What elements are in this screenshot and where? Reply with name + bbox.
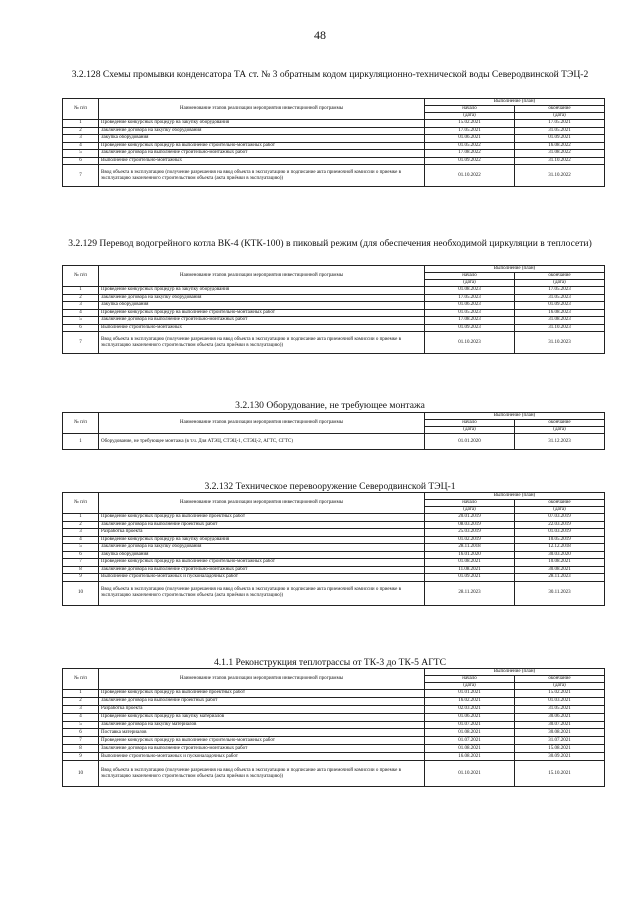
row-stage: Ввод объекта в эксплуатацию (получение разрешения на ввод объекта в эксплуатацию и подписание акта приемочной комиссии о приемке в эксплуатацию законченного строительством объекта (акта приёмки в эксплуатацию)) (99, 761, 425, 787)
row-number: 5 (63, 721, 99, 729)
header-num: № п/п (63, 266, 99, 287)
row-number: 1 (63, 690, 99, 698)
section-title: 3.2.130 Оборудование, не требующее монтажа (235, 400, 425, 411)
schedule-table (62, 492, 605, 606)
row-number: 5 (63, 544, 99, 552)
table-row (63, 761, 605, 787)
row-end-date: 15.02.2021 (515, 690, 605, 698)
section-title: 3.2.132 Техническое перевооружение Северодвинской ТЭЦ-1 (204, 481, 456, 492)
row-number: 7 (63, 737, 99, 745)
row-number: 8 (63, 566, 99, 574)
schedule-table (62, 265, 605, 354)
table-row (63, 135, 605, 143)
row-end-date: 31.08.2023 (515, 317, 605, 325)
row-stage: Проведение конкурсных процедур на выполнение строительно-монтажных работ (99, 737, 425, 745)
row-end-date: 15.10.2021 (515, 761, 605, 787)
row-start-date: 02.03.2021 (425, 705, 515, 713)
row-end-date: 01.09.2021 (515, 135, 605, 143)
row-stage: Закупка оборудования (99, 135, 425, 143)
row-start-date: 15.02.2021 (425, 120, 515, 128)
row-number: 5 (63, 150, 99, 158)
row-start-date: 01.07.2021 (425, 721, 515, 729)
header-date: (дата) (425, 280, 515, 287)
row-end-date: 31.10.2022 (515, 157, 605, 165)
row-stage: Заключение договора на выполнение строительно-монтажных работ (99, 566, 425, 574)
row-number: 4 (63, 536, 99, 544)
row-stage: Проведение конкурсных процедур на закупку оборудования (99, 536, 425, 544)
schedule-table (62, 98, 605, 187)
row-start-date: 01.05.2022 (425, 142, 515, 150)
row-stage: Заключение договора на закупку материалов (99, 721, 425, 729)
row-number: 3 (63, 135, 99, 143)
row-number: 7 (63, 559, 99, 567)
row-stage: Заключение договора на выполнение строительно-монтажных работ (99, 317, 425, 325)
table-row (63, 690, 605, 698)
row-number: 7 (63, 165, 99, 187)
row-number: 2 (63, 697, 99, 705)
row-start-date: 25.03.2019 (425, 529, 515, 537)
section-title: 4.1.1 Реконструкция теплотрассы от ТК-3 до ТК-5 АГТС (213, 657, 447, 668)
row-stage: Проведение конкурсных процедур на выполнение проектных работ (99, 690, 425, 698)
row-end-date: 31.05.2023 (515, 294, 605, 302)
row-start-date: 01.09.2022 (425, 157, 515, 165)
row-end-date: 07.03.2019 (515, 514, 605, 522)
row-start-date: 01.10.2023 (425, 332, 515, 354)
section-title: 3.2.129 Перевод водогрейного котла ВК-4 (КТК-100) в пиковый режим (для обеспечения необходимой циркуляции в теплосети) (68, 238, 592, 249)
row-number: 4 (63, 713, 99, 721)
row-end-date: 30.08.2021 (515, 729, 605, 737)
row-start-date: 01.08.2021 (425, 745, 515, 753)
row-start-date: 17.05.2021 (425, 127, 515, 135)
row-number: 4 (63, 142, 99, 150)
row-stage: Ввод объекта в эксплуатацию (получение разрешения на ввод объекта в эксплуатацию и подписание акта приемочной комиссии о приемке в эксплуатацию законченного строительством объекта (акта приёмки в эксплуатацию)) (99, 332, 425, 354)
header-date: (дата) (425, 113, 515, 120)
header-stage: Наименование этапов реализации мероприятия инвестиционной программы (99, 669, 425, 690)
row-end-date: 15.08.2021 (515, 745, 605, 753)
table-row (63, 142, 605, 150)
row-number: 7 (63, 332, 99, 354)
header-stage: Наименование этапов реализации мероприятия инвестиционной программы (99, 99, 425, 120)
table-row (63, 332, 605, 354)
row-end-date: 30.11.2023 (515, 581, 605, 605)
table-row (63, 551, 605, 559)
row-number: 2 (63, 521, 99, 529)
row-stage: Ввод объекта в эксплуатацию (получение разрешения на ввод объекта в эксплуатацию и подписание акта приемочной комиссии о приемке в эксплуатацию законченного строительством объекта (акта приёмки в эксплуатацию)) (99, 581, 425, 605)
row-stage: Проведение конкурсных процедур на закупку оборудования (99, 287, 425, 295)
header-exec: Выполнение (план) (425, 413, 605, 420)
row-number: 3 (63, 529, 99, 537)
row-number: 6 (63, 157, 99, 165)
row-end-date: 30.07.2021 (515, 721, 605, 729)
row-start-date: 01.01.2021 (425, 690, 515, 698)
table-row (63, 697, 605, 705)
row-end-date: 31.07.2021 (515, 737, 605, 745)
header-date: (дата) (515, 280, 605, 287)
row-number: 1 (63, 514, 99, 522)
row-end-date: 17.05.2021 (515, 120, 605, 128)
row-stage: Заключение договора на выполнение проектных работ (99, 697, 425, 705)
table-row (63, 434, 605, 450)
table-row (63, 529, 605, 537)
table-row (63, 559, 605, 567)
header-end: окончание (515, 676, 605, 683)
table-row (63, 705, 605, 713)
row-number: 1 (63, 287, 99, 295)
row-end-date: 17.05.2023 (515, 287, 605, 295)
row-end-date: 31.10.2022 (515, 165, 605, 187)
header-date: (дата) (515, 427, 605, 434)
table-row (63, 566, 605, 574)
row-start-date: 01.06.2021 (425, 713, 515, 721)
row-end-date: 30.06.2021 (515, 713, 605, 721)
row-start-date: 11.08.2021 (425, 566, 515, 574)
row-end-date: 10.08.2021 (515, 559, 605, 567)
row-number: 6 (63, 729, 99, 737)
row-stage: Поставка материалов (99, 729, 425, 737)
row-start-date: 01.02.2019 (425, 536, 515, 544)
row-stage: Выполнение строительно-монтажных (99, 157, 425, 165)
table-row (63, 287, 605, 295)
row-stage: Проведение конкурсных процедур на выполнение строительно-монтажных работ (99, 559, 425, 567)
table-row (63, 127, 605, 135)
row-start-date: 17.08.2023 (425, 317, 515, 325)
table-row (63, 150, 605, 158)
section-title: 3.2.128 Схемы промывки конденсатора ТА ст. № 3 обратным кодом циркуляционно-технической воды Северодвинской ТЭЦ-2 (71, 69, 589, 80)
row-stage: Выполнение строительно-монтажных и пусконаладочных работ (99, 753, 425, 761)
row-number: 4 (63, 309, 99, 317)
row-end-date: 01.03.2019 (515, 529, 605, 537)
table-row (63, 544, 605, 552)
table-row (63, 729, 605, 737)
row-end-date: 31.10.2023 (515, 332, 605, 354)
table-row (63, 521, 605, 529)
table-row (63, 737, 605, 745)
row-start-date: 01.08.2021 (425, 729, 515, 737)
row-number: 3 (63, 705, 99, 713)
row-stage: Проведение конкурсных процедур на выполнение проектных работ (99, 514, 425, 522)
row-stage: Проведение конкурсных процедур на выполнение строительно-монтажных работ (99, 309, 425, 317)
row-number: 10 (63, 761, 99, 787)
header-end: окончание (515, 500, 605, 507)
header-start: начало (425, 676, 515, 683)
row-stage: Заключение договора на закупку оборудования (99, 544, 425, 552)
table-row (63, 536, 605, 544)
row-end-date: 31.05.2021 (515, 127, 605, 135)
row-end-date: 10.05.2019 (515, 536, 605, 544)
row-end-date: 31.10.2023 (515, 324, 605, 332)
row-end-date: 22.03.2019 (515, 521, 605, 529)
header-exec: Выполнение (план) (425, 493, 605, 500)
header-date: (дата) (515, 113, 605, 120)
table-row (63, 713, 605, 721)
row-stage: Проведение конкурсных процедур на закупку материалов (99, 713, 425, 721)
row-start-date: 20.01.2019 (425, 514, 515, 522)
table-row (63, 753, 605, 761)
row-start-date: 17.05.2023 (425, 294, 515, 302)
schedule-table (62, 412, 605, 450)
header-date: (дата) (515, 507, 605, 514)
row-start-date: 16.02.2021 (425, 697, 515, 705)
header-stage: Наименование этапов реализации мероприятия инвестиционной программы (99, 493, 425, 514)
row-number: 8 (63, 745, 99, 753)
table-row (63, 581, 605, 605)
row-stage: Ввод объекта в эксплуатацию (получение разрешения на ввод объекта в эксплуатацию и подписание акта приемочной комиссии о приемке в эксплуатацию законченного строительством объекта (акта приёмки в эксплуатацию)) (99, 165, 425, 187)
row-start-date: 01.08.2021 (425, 559, 515, 567)
header-exec: Выполнение (план) (425, 266, 605, 273)
row-number: 3 (63, 302, 99, 310)
row-stage: Выполнение строительно-монтажных (99, 324, 425, 332)
row-number: 6 (63, 551, 99, 559)
row-end-date: 12.12.2018 (515, 544, 605, 552)
header-num: № п/п (63, 99, 99, 120)
header-date: (дата) (515, 683, 605, 690)
row-end-date: 16.08.2022 (515, 142, 605, 150)
row-start-date: 16.01.2020 (425, 551, 515, 559)
row-start-date: 01.09.2021 (425, 574, 515, 582)
row-start-date: 01.05.2023 (425, 309, 515, 317)
header-stage: Наименование этапов реализации мероприятия инвестиционной программы (99, 413, 425, 434)
row-start-date: 17.08.2022 (425, 150, 515, 158)
row-end-date: 30.03.2020 (515, 551, 605, 559)
row-number: 1 (63, 120, 99, 128)
row-stage: Заключение договора на закупку оборудования (99, 127, 425, 135)
row-start-date: 01.10.2021 (425, 761, 515, 787)
table-row (63, 317, 605, 325)
row-number: 2 (63, 294, 99, 302)
row-stage: Заключение договора на закупку оборудования (99, 294, 425, 302)
header-date: (дата) (425, 507, 515, 514)
header-start: начало (425, 500, 515, 507)
header-exec: Выполнение (план) (425, 99, 605, 106)
row-end-date: 31.12.2023 (515, 434, 605, 450)
row-end-date: 01.03.2021 (515, 697, 605, 705)
header-date: (дата) (425, 427, 515, 434)
header-end: окончание (515, 106, 605, 113)
row-start-date: 08.03.2019 (425, 521, 515, 529)
header-num: № п/п (63, 413, 99, 434)
row-number: 6 (63, 324, 99, 332)
row-stage: Заключение договора на выполнение проектных работ (99, 521, 425, 529)
schedule-table (62, 668, 605, 787)
row-end-date: 30.08.2021 (515, 566, 605, 574)
row-start-date: 01.10.2022 (425, 165, 515, 187)
table-row (63, 574, 605, 582)
row-end-date: 28.11.2023 (515, 574, 605, 582)
table-row (63, 514, 605, 522)
header-exec: Выполнение (план) (425, 669, 605, 676)
table-row (63, 721, 605, 729)
row-stage: Выполнение строительно-монтажных и пусконаладочных работ (99, 574, 425, 582)
table-row (63, 324, 605, 332)
row-end-date: 16.08.2023 (515, 309, 605, 317)
row-stage: Закупка оборудования (99, 551, 425, 559)
header-end: окончание (515, 273, 605, 280)
header-start: начало (425, 420, 515, 427)
header-start: начало (425, 106, 515, 113)
row-stage: Заключение договора на выполнение строительно-монтажных работ (99, 745, 425, 753)
row-stage: Проведение конкурсных процедур на выполнение строительно-монтажных работ (99, 142, 425, 150)
row-start-date: 01.06.2023 (425, 302, 515, 310)
row-stage: Закупка оборудования (99, 302, 425, 310)
row-stage: Заключение договора на выполнение строительно-монтажных работ (99, 150, 425, 158)
row-number: 9 (63, 574, 99, 582)
header-num: № п/п (63, 493, 99, 514)
row-end-date: 31.08.2022 (515, 150, 605, 158)
row-stage: Разработка проекта (99, 529, 425, 537)
table-row (63, 120, 605, 128)
row-stage: Проведение конкурсных процедур на закупку оборудования (99, 120, 425, 128)
table-row (63, 165, 605, 187)
row-stage: Разработка проекта (99, 705, 425, 713)
page-number: 48 (314, 28, 326, 42)
header-end: окончание (515, 420, 605, 427)
row-start-date: 01.01.2020 (425, 434, 515, 450)
row-number: 1 (63, 434, 99, 450)
row-number: 5 (63, 317, 99, 325)
row-start-date: 28.11.2023 (425, 581, 515, 605)
table-row (63, 157, 605, 165)
row-end-date: 01.09.2023 (515, 302, 605, 310)
row-number: 2 (63, 127, 99, 135)
table-row (63, 294, 605, 302)
table-row (63, 302, 605, 310)
header-num: № п/п (63, 669, 99, 690)
row-number: 10 (63, 581, 99, 605)
row-end-date: 30.09.2021 (515, 753, 605, 761)
row-start-date: 28.11.2018 (425, 544, 515, 552)
table-row (63, 309, 605, 317)
row-start-date: 01.06.2021 (425, 135, 515, 143)
row-start-date: 01.09.2023 (425, 324, 515, 332)
row-stage: Оборудование, не требующее монтажа (в т.ч. Для АТЭЦ, СТЭЦ-1, СТЭЦ-2, АГТС, СГТС) (99, 434, 425, 450)
row-start-date: 16.08.2021 (425, 753, 515, 761)
table-row (63, 745, 605, 753)
row-number: 9 (63, 753, 99, 761)
row-end-date: 31.05.2021 (515, 705, 605, 713)
header-start: начало (425, 273, 515, 280)
header-date: (дата) (425, 683, 515, 690)
header-stage: Наименование этапов реализации мероприятия инвестиционной программы (99, 266, 425, 287)
row-start-date: 01.07.2021 (425, 737, 515, 745)
row-start-date: 01.08.2023 (425, 287, 515, 295)
